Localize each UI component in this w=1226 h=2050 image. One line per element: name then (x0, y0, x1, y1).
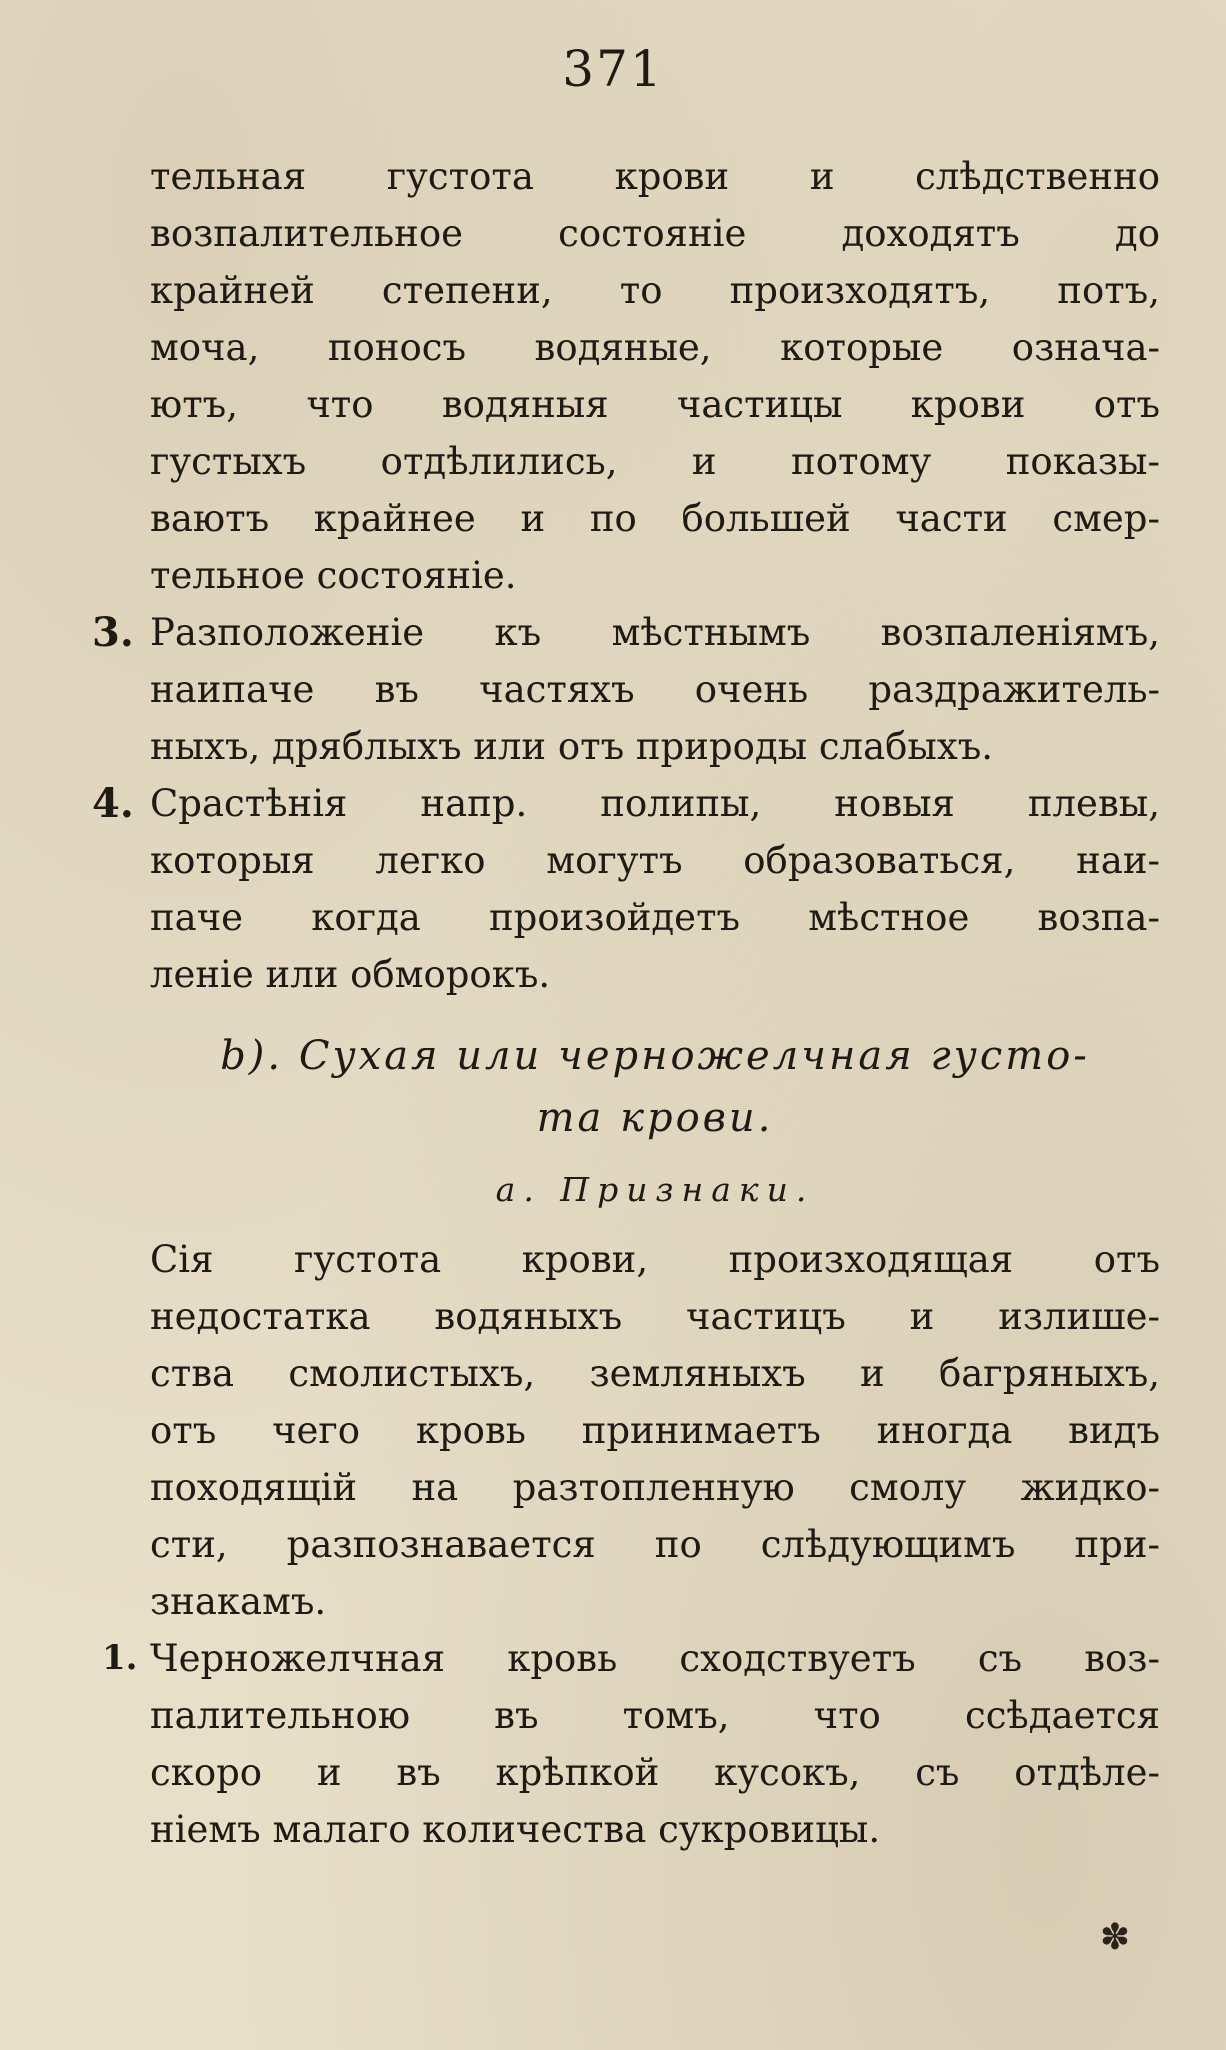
item-number: 4. (92, 780, 134, 827)
text-line: недостатка водяныхъ частицъ и излише- (150, 1295, 1160, 1338)
text-line: возпалительное состояніе доходятъ до (150, 212, 1160, 255)
item-number: 1. (102, 1638, 138, 1678)
list-item-3 (92, 604, 1160, 775)
text-line: Черножелчная кровь сходствуетъ съ воз- (150, 1637, 1160, 1680)
text-line: моча, поносъ водяные, которые означа- (150, 326, 1160, 369)
text-line: скоро и въ крѣпкой кусокъ, съ отдѣле- (150, 1751, 1160, 1794)
text-line: знакамъ. (150, 1580, 327, 1623)
page-number: 371 (562, 40, 664, 98)
asterism-icon: ✽ (1099, 1917, 1130, 1958)
list-item-4 (92, 775, 1160, 1003)
text-line: сти, разпознавается по слѣдующимъ при- (150, 1523, 1160, 1566)
text-line: наипаче въ частяхъ очень раздражитель- (150, 668, 1160, 711)
text-line: Сія густота крови, произходящая отъ (150, 1238, 1160, 1281)
text-line: Срастѣнія напр. полипы, новыя плевы, (150, 782, 1160, 825)
section-subheading: а. Признаки. (495, 1170, 815, 1209)
section-heading-line-2: та крови. (536, 1095, 774, 1141)
paragraph-continuation (150, 148, 1160, 604)
text-line: ваютъ крайнее и по большей части смер- (150, 497, 1160, 540)
text-line: тельное состояніе. (150, 554, 517, 597)
text-line: тельная густота крови и слѣдственно (150, 155, 1160, 198)
text-line: которыя легко могутъ образоваться, наи- (150, 839, 1160, 882)
text-line: отъ чего кровь принимаетъ иногда видъ (150, 1409, 1160, 1452)
text-line: леніе или обморокъ. (150, 953, 551, 996)
text-line: ства смолистыхъ, земляныхъ и багряныхъ, (150, 1352, 1160, 1395)
text-line: походящій на разтопленную смолу жидко- (150, 1466, 1160, 1509)
text-line: паче когда произойдетъ мѣстное возпа- (150, 896, 1160, 939)
paragraph (150, 1231, 1160, 1630)
item-number: 3. (92, 609, 134, 656)
section-heading-line-1: b). Сухая или черножелчная густо- (220, 1033, 1090, 1079)
page-body (92, 148, 1160, 1858)
text-line: ютъ, что водяныя частицы крови отъ (150, 383, 1160, 426)
text-line: густыхъ отдѣлились, и потому показы- (150, 440, 1160, 483)
text-line: ныхъ, дряблыхъ или отъ природы слабыхъ. (150, 725, 994, 768)
text-line: ніемъ малаго количества сукровицы. (150, 1808, 881, 1851)
text-line: крайней степени, то произходятъ, потъ, (150, 269, 1160, 312)
text-line: Разположеніе къ мѣстнымъ возпаленіямъ, (150, 611, 1160, 654)
list-item-1 (102, 1630, 1160, 1858)
text-line: палительною въ томъ, что ссѣдается (150, 1694, 1160, 1737)
